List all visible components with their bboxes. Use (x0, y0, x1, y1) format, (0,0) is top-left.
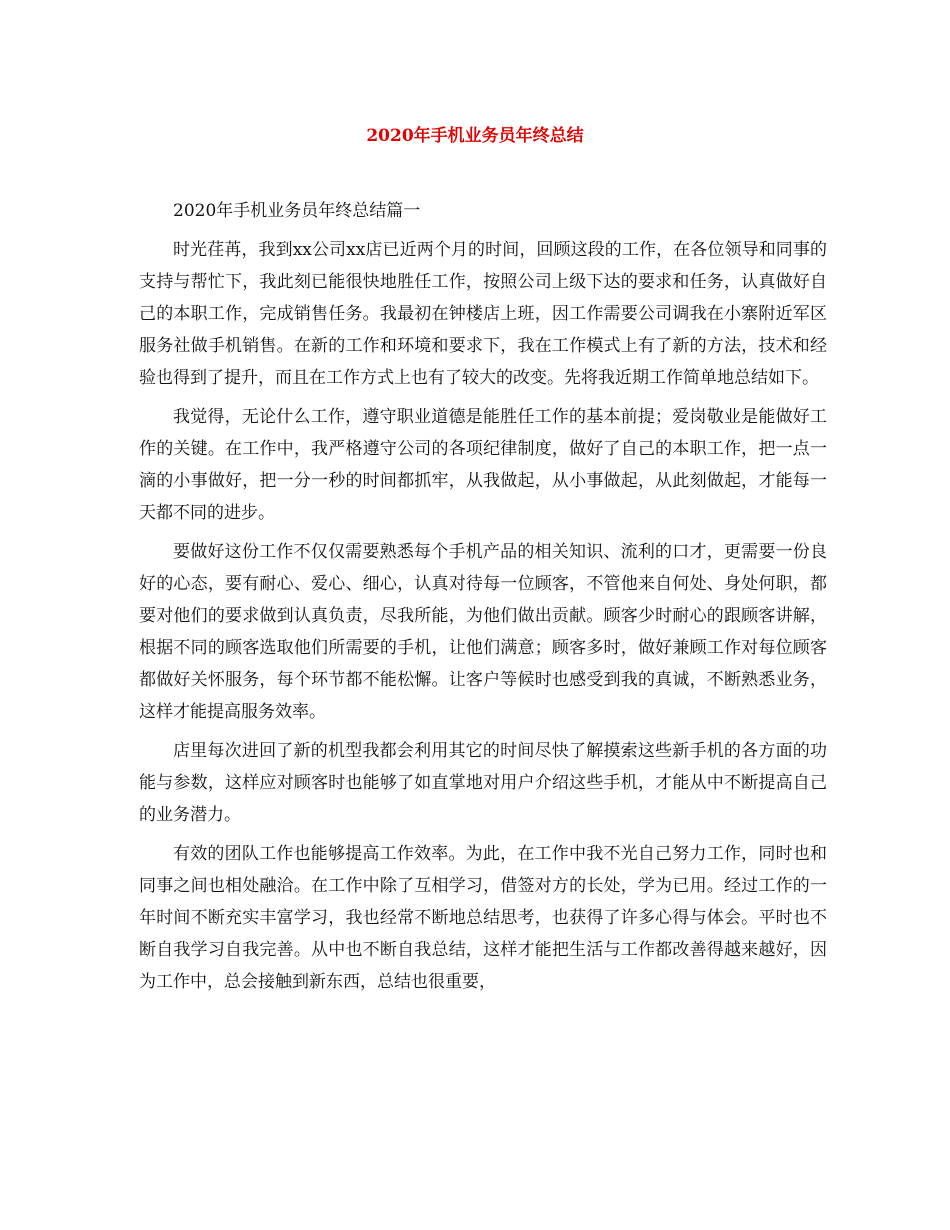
document-title: 2020年手机业务员年终总结 (366, 126, 584, 146)
section-heading: 2020年手机业务员年终总结篇一 (173, 201, 421, 221)
paragraph: 有效的团队工作也能够提高工作效率。为此，在工作中我不光自己努力工作，同时也和同事之间也相处融洽。在工作中除了互相学习，借签对方的长处，学为已用。经过工作的一年时间不断充实丰富学习，我也经常不断地总结思考，也获得了许多心得与体会。平时也不断自我学习自我完善。从中也不断自我总结，这样才能把生活与工作都改善得越来越好，因为工作中，总会接触到新东西，总结也很重要， (139, 844, 827, 992)
paragraph: 时光荏苒，我到xx公司xx店已近两个月的时间，回顾这段的工作，在各位领导和同事的支持与帮忙下，我此刻已能很快地胜任工作，按照公司上级下达的要求和任务，认真做好自己的本职工作，完成销售任务。我最初在钟楼店上班，因工作需要公司调我在小寨附近军区服务社做手机销售。在新的工作和环境和要求下，我在工作模式上有了新的方法，技术和经验也得到了提升，而且在工作方式上也有了较大的改变。先将我近期工作简单地总结如下。 (139, 240, 827, 388)
paragraph: 要做好这份工作不仅仅需要熟悉每个手机产品的相关知识、流利的口才，更需要一份良好的心态，要有耐心、爱心、细心，认真对待每一位顾客，不管他来自何处、身处何职，都要对他们的要求做到认真负责，尽我所能，为他们做出贡献。顾客少时耐心的跟顾客讲解，根据不同的顾客选取他们所需要的手机，让他们满意；顾客多时，做好兼顾工作对每位顾客都做好关怀服务，每个环节都不能松懈。让客户等候时也感受到我的真诚，不断熟悉业务，这样才能提高服务效率。 (139, 542, 827, 722)
paragraph: 店里每次进回了新的机型我都会利用其它的时间尽快了解摸索这些新手机的各方面的功能与参数，这样应对顾客时也能够了如直掌地对用户介绍这些手机，才能从中不断提高自己的业务潜力。 (139, 741, 827, 825)
paragraph: 我觉得，无论什么工作，遵守职业道德是能胜任工作的基本前提；爱岗敬业是能做好工作的关键。在工作中，我严格遵守公司的各项纪律制度，做好了自己的本职工作，把一点一滴的小事做好，把一分一秒的时间都抓牢，从我做起，从小事做起，从此刻做起，才能每一天都不同的进步。 (139, 407, 827, 523)
document-body (139, 195, 827, 998)
